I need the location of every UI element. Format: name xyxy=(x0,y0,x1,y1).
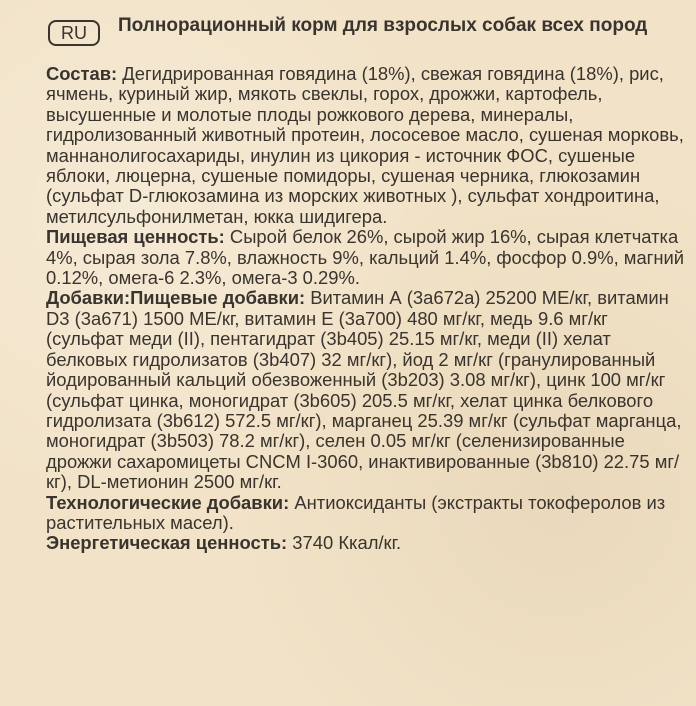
technological-heading: Технологические добавки: xyxy=(46,491,290,513)
label-body xyxy=(46,64,688,554)
nutrition-heading: Пищевая ценность: xyxy=(46,226,225,248)
language-badge: RU xyxy=(48,20,100,46)
additives-subheading: Пищевые добавки: xyxy=(130,287,306,309)
composition-heading: Состав: xyxy=(46,63,118,84)
composition-section xyxy=(46,64,688,227)
additives-section xyxy=(46,288,688,492)
composition-text: Дегидрированная говядина (18%), свежая говядина (18%), рис, ячмень, куриный жир, мякоть свеклы, горох, дрожжи, картофель, высушенные и молотые плоды рожкового дерева, минералы, гидролизованный животный протеин, лососевое масло, сушеная морковь, маннанолигосахариды, инулин из цикория - источник ФОС, сушеные яблоки, люцерна, сушеные помидоры, сушеная черника, глюкозамин (сульфат D-глюкозамина из морских животных ), сульфат хондроитина, метилсульфонилметан, юкка шидигера. xyxy=(46,63,684,227)
nutrition-text: Сырой белок 26%, сырой жир 16%, сырая клетчатка 4%, сырая зола 7.8%, влажность 9%, кальций 1.4%, фосфор 0.9%, магний 0.12%, омега-6 2.3%, омега-3 0.29%. xyxy=(46,226,685,289)
technological-text: Антиоксиданты (экстракты токоферолов из растительных масел). xyxy=(46,491,666,533)
energy-section xyxy=(46,533,688,553)
additives-text: Витамин А (3а672а) 25200 МЕ/кг, витамин D3 (3a671) 1500 МЕ/кг, витамин Е (3a700) 480 мг/кг, медь 9.6 мг/кг (сульфат меди (II), пентагидрат (3b405) 25.15 мг/кг, меди (II) хелат белковых гидролизатов (3b407) 32 мг/кг), йод 2 мг/кг (гранулированный йодированный кальций обезвоженный (3b203) 3.08 мг/кг), цинк 100 мг/кг (сульфат цинка, моногидрат (3b605) 205.5 мг/кг, хелат цинка белкового гидролизата (3b612) 572.5 мг/кг), марганец 25.39 мг/кг (сульфат марганца, моногидрат (3b503) 78.2 мг/кг), селен 0.05 мг/кг (селенизированные дрожжи сахаромицеты CNCM I-3060, инактивированные (3b810) 22.75 мг/кг), DL-метионин 2500 мг/кг. xyxy=(46,287,682,493)
energy-heading: Энергетическая ценность: xyxy=(46,532,288,554)
technological-section xyxy=(46,493,688,534)
energy-text: 3740 Ккал/кг. xyxy=(287,532,402,554)
additives-heading: Добавки: xyxy=(46,287,131,309)
product-title: Полнорационный корм для взрослых собак всех пород xyxy=(118,15,648,36)
nutrition-section xyxy=(46,227,688,288)
